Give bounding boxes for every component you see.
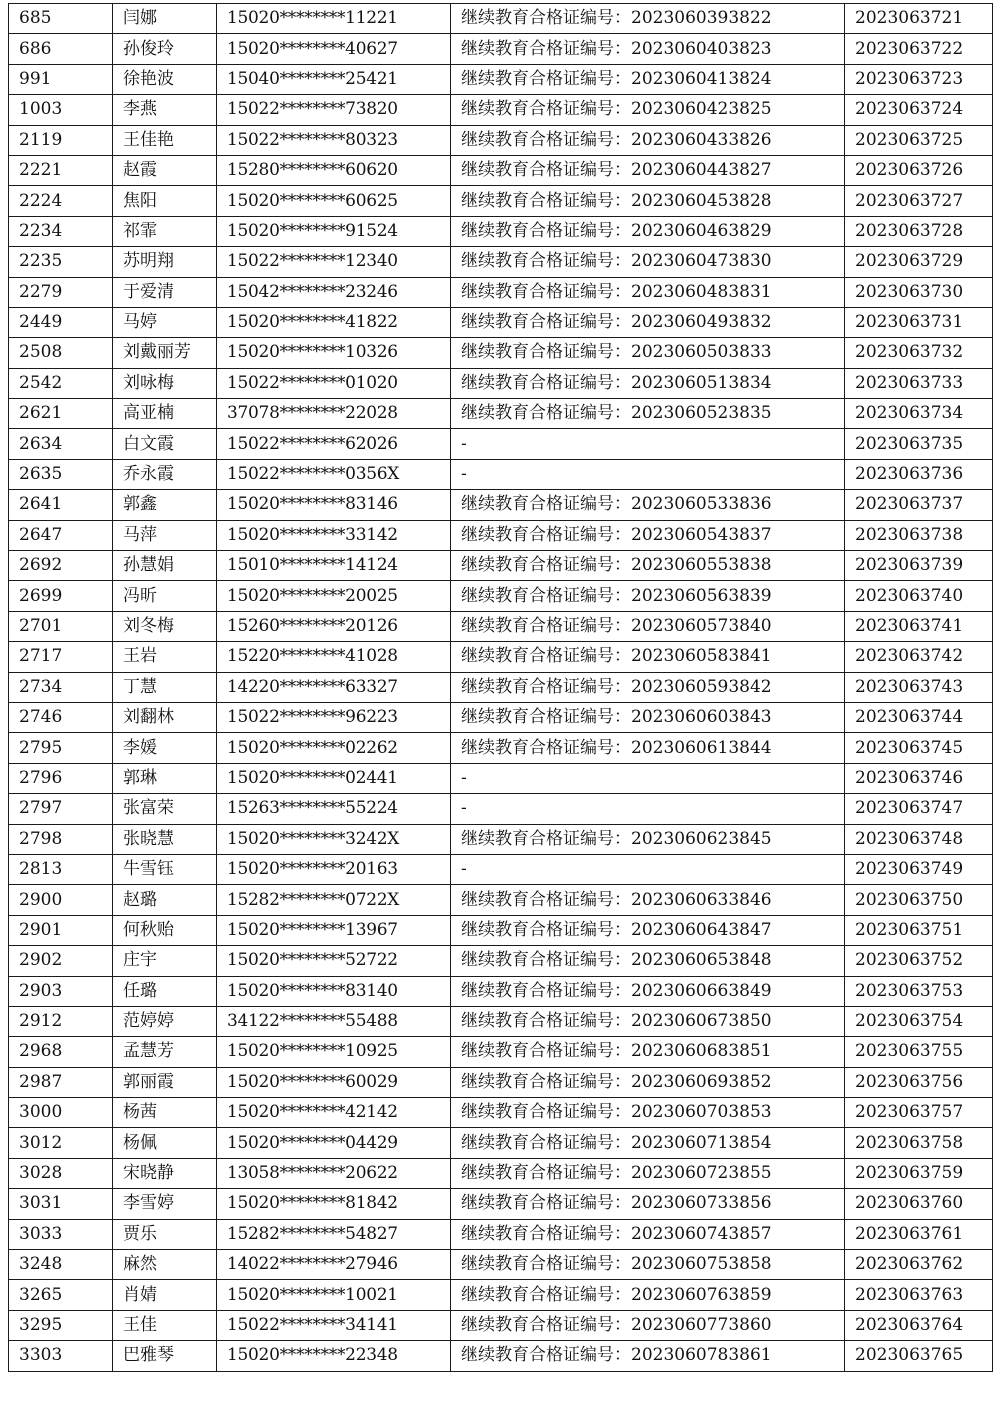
person-name-cell: 刘冬梅 <box>113 611 217 641</box>
serial-number-cell: 2023063764 <box>845 1310 993 1340</box>
certificate-cell: 继续教育合格证编号：2023060403823 <box>451 34 845 64</box>
table-row <box>9 1219 993 1249</box>
table-row <box>9 915 993 945</box>
serial-number-cell: 2023063734 <box>845 399 993 429</box>
table-row <box>9 885 993 915</box>
serial-number-cell: 2023063736 <box>845 459 993 489</box>
serial-number-cell: 2023063725 <box>845 125 993 155</box>
id-number-cell: 14220********63327 <box>217 672 451 702</box>
certificate-cell: 继续教育合格证编号：2023060723855 <box>451 1158 845 1188</box>
table-row <box>9 429 993 459</box>
serial-number-cell: 2023063755 <box>845 1037 993 1067</box>
certificate-cell: 继续教育合格证编号：2023060693852 <box>451 1067 845 1097</box>
seq-number-cell: 991 <box>9 64 113 94</box>
certificate-cell: 继续教育合格证编号：2023060673850 <box>451 1006 845 1036</box>
table-row <box>9 155 993 185</box>
seq-number-cell: 3012 <box>9 1128 113 1158</box>
person-name-cell: 王佳艳 <box>113 125 217 155</box>
seq-number-cell: 3000 <box>9 1098 113 1128</box>
certificate-cell: - <box>451 429 845 459</box>
table-row <box>9 34 993 64</box>
id-number-cell: 15020********60625 <box>217 186 451 216</box>
seq-number-cell: 2635 <box>9 459 113 489</box>
id-number-cell: 15020********22348 <box>217 1341 451 1371</box>
table-row <box>9 338 993 368</box>
person-name-cell: 王岩 <box>113 642 217 672</box>
serial-number-cell: 2023063756 <box>845 1067 993 1097</box>
serial-number-cell: 2023063726 <box>845 155 993 185</box>
certificate-cell: 继续教育合格证编号：2023060663849 <box>451 976 845 1006</box>
person-name-cell: 刘戴丽芳 <box>113 338 217 368</box>
table-row <box>9 794 993 824</box>
certificate-cell: 继续教育合格证编号：2023060423825 <box>451 95 845 125</box>
id-number-cell: 34122********55488 <box>217 1006 451 1036</box>
id-number-cell: 15010********14124 <box>217 551 451 581</box>
certificate-cell: 继续教育合格证编号：2023060743857 <box>451 1219 845 1249</box>
serial-number-cell: 2023063739 <box>845 551 993 581</box>
person-name-cell: 巴雅琴 <box>113 1341 217 1371</box>
table-row <box>9 854 993 884</box>
seq-number-cell: 2798 <box>9 824 113 854</box>
id-number-cell: 15020********91524 <box>217 216 451 246</box>
serial-number-cell: 2023063751 <box>845 915 993 945</box>
roster-table-body <box>9 4 993 1372</box>
id-number-cell: 15020********10925 <box>217 1037 451 1067</box>
seq-number-cell: 2701 <box>9 611 113 641</box>
person-name-cell: 赵霞 <box>113 155 217 185</box>
person-name-cell: 牛雪钰 <box>113 854 217 884</box>
certificate-cell: 继续教育合格证编号：2023060543837 <box>451 520 845 550</box>
seq-number-cell: 2119 <box>9 125 113 155</box>
table-row <box>9 490 993 520</box>
certificate-cell: 继续教育合格证编号：2023060493832 <box>451 307 845 337</box>
certificate-cell: 继续教育合格证编号：2023060763859 <box>451 1280 845 1310</box>
person-name-cell: 赵璐 <box>113 885 217 915</box>
seq-number-cell: 2699 <box>9 581 113 611</box>
certificate-cell: 继续教育合格证编号：2023060473830 <box>451 247 845 277</box>
person-name-cell: 郭琳 <box>113 763 217 793</box>
serial-number-cell: 2023063733 <box>845 368 993 398</box>
person-name-cell: 李燕 <box>113 95 217 125</box>
seq-number-cell: 2903 <box>9 976 113 1006</box>
table-row <box>9 459 993 489</box>
document-page <box>8 3 992 1389</box>
seq-number-cell: 2634 <box>9 429 113 459</box>
table-row <box>9 976 993 1006</box>
seq-number-cell: 2912 <box>9 1006 113 1036</box>
seq-number-cell: 2795 <box>9 733 113 763</box>
seq-number-cell: 2449 <box>9 307 113 337</box>
table-row <box>9 702 993 732</box>
seq-number-cell: 2692 <box>9 551 113 581</box>
table-row <box>9 824 993 854</box>
certificate-cell: 继续教育合格证编号：2023060703853 <box>451 1098 845 1128</box>
id-number-cell: 15020********02441 <box>217 763 451 793</box>
table-row <box>9 95 993 125</box>
table-row <box>9 520 993 550</box>
seq-number-cell: 2224 <box>9 186 113 216</box>
certificate-cell: 继续教育合格证编号：2023060783861 <box>451 1341 845 1371</box>
serial-number-cell: 2023063752 <box>845 946 993 976</box>
serial-number-cell: 2023063721 <box>845 4 993 34</box>
id-number-cell: 15020********3242X <box>217 824 451 854</box>
table-row <box>9 368 993 398</box>
id-number-cell: 15022********34141 <box>217 1310 451 1340</box>
seq-number-cell: 2234 <box>9 216 113 246</box>
certificate-cell: 继续教育合格证编号：2023060453828 <box>451 186 845 216</box>
seq-number-cell: 3028 <box>9 1158 113 1188</box>
id-number-cell: 15020********02262 <box>217 733 451 763</box>
id-number-cell: 15282********0722X <box>217 885 451 915</box>
person-name-cell: 刘咏梅 <box>113 368 217 398</box>
id-number-cell: 15220********41028 <box>217 642 451 672</box>
certificate-cell: 继续教育合格证编号：2023060733856 <box>451 1189 845 1219</box>
serial-number-cell: 2023063738 <box>845 520 993 550</box>
id-number-cell: 15022********0356X <box>217 459 451 489</box>
serial-number-cell: 2023063757 <box>845 1098 993 1128</box>
id-number-cell: 15020********20163 <box>217 854 451 884</box>
serial-number-cell: 2023063759 <box>845 1158 993 1188</box>
id-number-cell: 15020********81842 <box>217 1189 451 1219</box>
seq-number-cell: 2901 <box>9 915 113 945</box>
id-number-cell: 37078********22028 <box>217 399 451 429</box>
person-name-cell: 丁慧 <box>113 672 217 702</box>
certificate-cell: 继续教育合格证编号：2023060413824 <box>451 64 845 94</box>
seq-number-cell: 3265 <box>9 1280 113 1310</box>
id-number-cell: 15020********10021 <box>217 1280 451 1310</box>
serial-number-cell: 2023063758 <box>845 1128 993 1158</box>
id-number-cell: 14022********27946 <box>217 1250 451 1280</box>
person-name-cell: 范婷婷 <box>113 1006 217 1036</box>
seq-number-cell: 2235 <box>9 247 113 277</box>
seq-number-cell: 2968 <box>9 1037 113 1067</box>
id-number-cell: 15263********55224 <box>217 794 451 824</box>
person-name-cell: 王佳 <box>113 1310 217 1340</box>
certificate-cell: - <box>451 794 845 824</box>
seq-number-cell: 2717 <box>9 642 113 672</box>
person-name-cell: 于爱清 <box>113 277 217 307</box>
certificate-cell: 继续教育合格证编号：2023060583841 <box>451 642 845 672</box>
serial-number-cell: 2023063749 <box>845 854 993 884</box>
id-number-cell: 13058********20622 <box>217 1158 451 1188</box>
person-name-cell: 徐艳波 <box>113 64 217 94</box>
id-number-cell: 15022********12340 <box>217 247 451 277</box>
serial-number-cell: 2023063737 <box>845 490 993 520</box>
id-number-cell: 15042********23246 <box>217 277 451 307</box>
certificate-cell: 继续教育合格证编号：2023060483831 <box>451 277 845 307</box>
certificate-cell: 继续教育合格证编号：2023060513834 <box>451 368 845 398</box>
table-row <box>9 1037 993 1067</box>
serial-number-cell: 2023063742 <box>845 642 993 672</box>
serial-number-cell: 2023063722 <box>845 34 993 64</box>
certificate-cell: 继续教育合格证编号：2023060433826 <box>451 125 845 155</box>
person-name-cell: 肖婧 <box>113 1280 217 1310</box>
id-number-cell: 15020********10326 <box>217 338 451 368</box>
person-name-cell: 刘翻林 <box>113 702 217 732</box>
seq-number-cell: 2621 <box>9 399 113 429</box>
id-number-cell: 15020********42142 <box>217 1098 451 1128</box>
certificate-cell: 继续教育合格证编号：2023060553838 <box>451 551 845 581</box>
certificate-cell: 继续教育合格证编号：2023060443827 <box>451 155 845 185</box>
table-row <box>9 1158 993 1188</box>
table-row <box>9 277 993 307</box>
id-number-cell: 15022********96223 <box>217 702 451 732</box>
serial-number-cell: 2023063753 <box>845 976 993 1006</box>
certificate-cell: 继续教育合格证编号：2023060523835 <box>451 399 845 429</box>
certificate-cell: 继续教育合格证编号：2023060603843 <box>451 702 845 732</box>
person-name-cell: 郭鑫 <box>113 490 217 520</box>
seq-number-cell: 2734 <box>9 672 113 702</box>
table-row <box>9 581 993 611</box>
seq-number-cell: 685 <box>9 4 113 34</box>
serial-number-cell: 2023063761 <box>845 1219 993 1249</box>
table-row <box>9 1280 993 1310</box>
certificate-cell: 继续教育合格证编号：2023060593842 <box>451 672 845 702</box>
seq-number-cell: 2279 <box>9 277 113 307</box>
person-name-cell: 贾乐 <box>113 1219 217 1249</box>
person-name-cell: 宋晓静 <box>113 1158 217 1188</box>
person-name-cell: 白文霞 <box>113 429 217 459</box>
table-row <box>9 1098 993 1128</box>
seq-number-cell: 2796 <box>9 763 113 793</box>
seq-number-cell: 2542 <box>9 368 113 398</box>
person-name-cell: 庄宇 <box>113 946 217 976</box>
certificate-cell: 继续教育合格证编号：2023060633846 <box>451 885 845 915</box>
seq-number-cell: 2900 <box>9 885 113 915</box>
table-row <box>9 64 993 94</box>
id-number-cell: 15020********04429 <box>217 1128 451 1158</box>
person-name-cell: 孙慧娟 <box>113 551 217 581</box>
person-name-cell: 李媛 <box>113 733 217 763</box>
seq-number-cell: 3303 <box>9 1341 113 1371</box>
table-row <box>9 1189 993 1219</box>
certificate-cell: - <box>451 459 845 489</box>
person-name-cell: 焦阳 <box>113 186 217 216</box>
certificate-cell: - <box>451 854 845 884</box>
certificate-cell: 继续教育合格证编号：2023060533836 <box>451 490 845 520</box>
serial-number-cell: 2023063740 <box>845 581 993 611</box>
table-row <box>9 946 993 976</box>
certificate-cell: - <box>451 763 845 793</box>
serial-number-cell: 2023063754 <box>845 1006 993 1036</box>
person-name-cell: 李雪婷 <box>113 1189 217 1219</box>
serial-number-cell: 2023063750 <box>845 885 993 915</box>
table-row <box>9 551 993 581</box>
id-number-cell: 15020********11221 <box>217 4 451 34</box>
person-name-cell: 麻然 <box>113 1250 217 1280</box>
table-row <box>9 186 993 216</box>
certificate-cell: 继续教育合格证编号：2023060613844 <box>451 733 845 763</box>
serial-number-cell: 2023063747 <box>845 794 993 824</box>
serial-number-cell: 2023063728 <box>845 216 993 246</box>
serial-number-cell: 2023063763 <box>845 1280 993 1310</box>
serial-number-cell: 2023063748 <box>845 824 993 854</box>
id-number-cell: 15040********25421 <box>217 64 451 94</box>
person-name-cell: 郭丽霞 <box>113 1067 217 1097</box>
table-row <box>9 247 993 277</box>
certificate-cell: 继续教育合格证编号：2023060463829 <box>451 216 845 246</box>
certificate-cell: 继续教育合格证编号：2023060683851 <box>451 1037 845 1067</box>
certificate-cell: 继续教育合格证编号：2023060653848 <box>451 946 845 976</box>
certificate-cell: 继续教育合格证编号：2023060503833 <box>451 338 845 368</box>
table-row <box>9 1250 993 1280</box>
serial-number-cell: 2023063744 <box>845 702 993 732</box>
seq-number-cell: 2647 <box>9 520 113 550</box>
table-row <box>9 399 993 429</box>
id-number-cell: 15020********13967 <box>217 915 451 945</box>
serial-number-cell: 2023063745 <box>845 733 993 763</box>
serial-number-cell: 2023063762 <box>845 1250 993 1280</box>
person-name-cell: 祁霏 <box>113 216 217 246</box>
seq-number-cell: 2813 <box>9 854 113 884</box>
serial-number-cell: 2023063746 <box>845 763 993 793</box>
table-row <box>9 611 993 641</box>
id-number-cell: 15282********54827 <box>217 1219 451 1249</box>
person-name-cell: 何秋贻 <box>113 915 217 945</box>
serial-number-cell: 2023063760 <box>845 1189 993 1219</box>
id-number-cell: 15020********83140 <box>217 976 451 1006</box>
table-row <box>9 763 993 793</box>
person-name-cell: 苏明翔 <box>113 247 217 277</box>
roster-table <box>8 3 993 1372</box>
certificate-cell: 继续教育合格证编号：2023060773860 <box>451 1310 845 1340</box>
person-name-cell: 马萍 <box>113 520 217 550</box>
seq-number-cell: 3031 <box>9 1189 113 1219</box>
serial-number-cell: 2023063724 <box>845 95 993 125</box>
person-name-cell: 高亚楠 <box>113 399 217 429</box>
serial-number-cell: 2023063723 <box>845 64 993 94</box>
person-name-cell: 孟慧芳 <box>113 1037 217 1067</box>
seq-number-cell: 1003 <box>9 95 113 125</box>
serial-number-cell: 2023063735 <box>845 429 993 459</box>
table-row <box>9 307 993 337</box>
id-number-cell: 15022********73820 <box>217 95 451 125</box>
serial-number-cell: 2023063765 <box>845 1341 993 1371</box>
serial-number-cell: 2023063732 <box>845 338 993 368</box>
seq-number-cell: 2641 <box>9 490 113 520</box>
certificate-cell: 继续教育合格证编号：2023060713854 <box>451 1128 845 1158</box>
person-name-cell: 马婷 <box>113 307 217 337</box>
serial-number-cell: 2023063727 <box>845 186 993 216</box>
id-number-cell: 15020********60029 <box>217 1067 451 1097</box>
person-name-cell: 杨佩 <box>113 1128 217 1158</box>
serial-number-cell: 2023063741 <box>845 611 993 641</box>
certificate-cell: 继续教育合格证编号：2023060643847 <box>451 915 845 945</box>
id-number-cell: 15020********40627 <box>217 34 451 64</box>
seq-number-cell: 3033 <box>9 1219 113 1249</box>
certificate-cell: 继续教育合格证编号：2023060623845 <box>451 824 845 854</box>
seq-number-cell: 2797 <box>9 794 113 824</box>
seq-number-cell: 2508 <box>9 338 113 368</box>
id-number-cell: 15020********83146 <box>217 490 451 520</box>
serial-number-cell: 2023063729 <box>845 247 993 277</box>
table-row <box>9 1067 993 1097</box>
seq-number-cell: 3295 <box>9 1310 113 1340</box>
certificate-cell: 继续教育合格证编号：2023060753858 <box>451 1250 845 1280</box>
seq-number-cell: 2902 <box>9 946 113 976</box>
person-name-cell: 杨茜 <box>113 1098 217 1128</box>
person-name-cell: 张晓慧 <box>113 824 217 854</box>
serial-number-cell: 2023063731 <box>845 307 993 337</box>
table-row <box>9 4 993 34</box>
table-row <box>9 216 993 246</box>
table-row <box>9 1006 993 1036</box>
id-number-cell: 15020********52722 <box>217 946 451 976</box>
certificate-cell: 继续教育合格证编号：2023060573840 <box>451 611 845 641</box>
seq-number-cell: 3248 <box>9 1250 113 1280</box>
id-number-cell: 15020********41822 <box>217 307 451 337</box>
person-name-cell: 张富荣 <box>113 794 217 824</box>
table-row <box>9 1341 993 1371</box>
seq-number-cell: 2987 <box>9 1067 113 1097</box>
table-row <box>9 642 993 672</box>
seq-number-cell: 2221 <box>9 155 113 185</box>
seq-number-cell: 686 <box>9 34 113 64</box>
table-row <box>9 1128 993 1158</box>
id-number-cell: 15020********33142 <box>217 520 451 550</box>
seq-number-cell: 2746 <box>9 702 113 732</box>
table-row <box>9 733 993 763</box>
id-number-cell: 15022********80323 <box>217 125 451 155</box>
person-name-cell: 闫娜 <box>113 4 217 34</box>
certificate-cell: 继续教育合格证编号：2023060563839 <box>451 581 845 611</box>
table-row <box>9 672 993 702</box>
table-row <box>9 125 993 155</box>
id-number-cell: 15022********01020 <box>217 368 451 398</box>
id-number-cell: 15020********20025 <box>217 581 451 611</box>
table-row <box>9 1310 993 1340</box>
id-number-cell: 15260********20126 <box>217 611 451 641</box>
person-name-cell: 任璐 <box>113 976 217 1006</box>
person-name-cell: 孙俊玲 <box>113 34 217 64</box>
id-number-cell: 15280********60620 <box>217 155 451 185</box>
serial-number-cell: 2023063743 <box>845 672 993 702</box>
id-number-cell: 15022********62026 <box>217 429 451 459</box>
person-name-cell: 乔永霞 <box>113 459 217 489</box>
serial-number-cell: 2023063730 <box>845 277 993 307</box>
person-name-cell: 冯昕 <box>113 581 217 611</box>
certificate-cell: 继续教育合格证编号：2023060393822 <box>451 4 845 34</box>
